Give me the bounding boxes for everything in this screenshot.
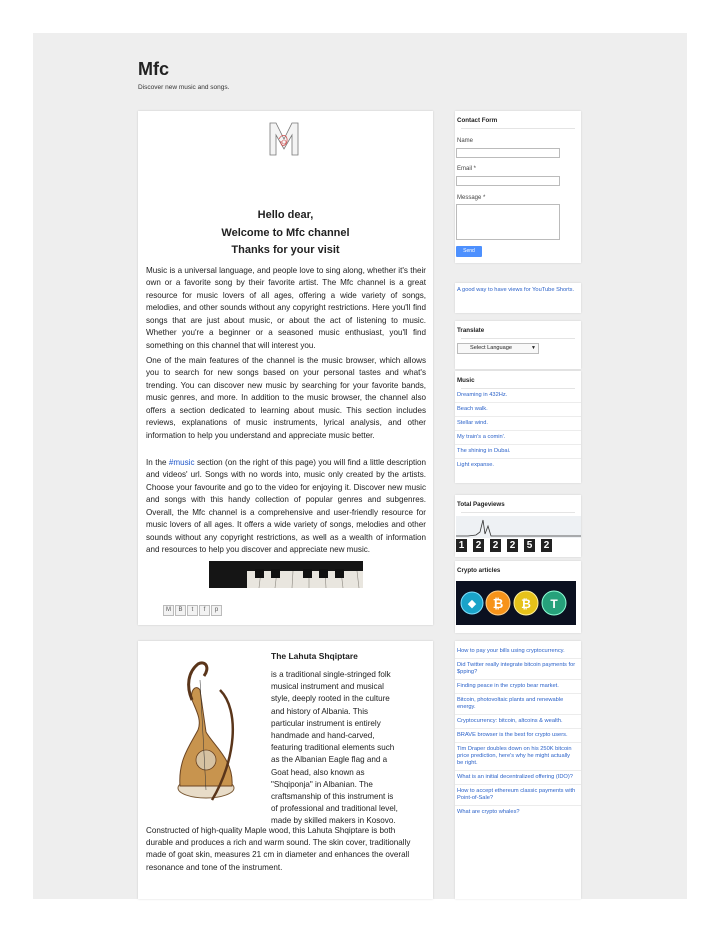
message-label: Message * [457,195,486,201]
pinterest-share-icon[interactable]: p [211,605,222,616]
contact-form-widget [455,111,581,263]
email-share-icon[interactable]: M [163,605,174,616]
lahuta-construction: Constructed of high-quality Maple wood, this Lahuta Shqiptare is both durable and produces a rich and warm sound. The skin cover, traditionally made of goat skin, measures 21 cm in diameter and enhances the overall resonance and tone of the instrument. [146,826,411,872]
counter-digit: 2 [473,539,484,552]
article-link[interactable]: BRAVE browser is the best for crypto users. [455,729,581,743]
music-link[interactable]: Beach walk. [455,403,581,417]
email-label: Email * [457,166,477,172]
paragraph-text: section (on the right of this page) you will find a little description and videos' url. Songs with no words into, music only created by the artists. Choose your favourite and go to the video for enjoying it. Discover new music and songs with this handy collection of popular genres and subgenres. Overall, the Mfc channel is a comprehensive and user-friendly resource for music lovers of all ages. It offers a wide variety of songs, melodies and other sounds without any copyright restrictions, as well as a wealth of information and resources to help you discover and appreciate new music. [146,458,427,555]
email-field[interactable] [456,176,560,186]
page-background [33,33,687,899]
translate-widget [455,321,581,369]
features-paragraph: One of the main features of the channel is the music browser, which allows you to search for new songs based on your personal tastes and what's trending. You can discover new music by searching for your favorite bands, music genres, and more. In addition to the music browser, the channel also offers a section dedicated to learning about music. This section includes reviews, explanations of music instruments, lyrical analysis, and other information to help you understand and appreciate music better. [146,356,426,440]
divider [461,338,575,339]
crypto-coins-image[interactable] [456,581,576,625]
message-field[interactable] [456,204,560,240]
counter-digit: 2 [507,539,518,552]
counter-digit: 2 [541,539,552,552]
dropdown-arrow-icon: ▼ [531,345,536,351]
article-link[interactable]: Finding peace in the crypto bear market. [455,680,581,694]
music-link[interactable]: The shining in Dubai. [455,445,581,459]
paragraph-text: In the [146,458,169,467]
share-bar [163,605,223,616]
twitter-share-icon[interactable]: t [187,605,198,616]
svg-text:◆: ◆ [467,598,477,610]
blogger-share-icon[interactable]: B [175,605,186,616]
language-select[interactable] [457,343,539,354]
music-link[interactable]: My train's a comin'. [455,431,581,445]
blog-description: Discover new music and songs. [138,84,230,91]
language-select-label: Select Language [470,345,512,351]
music-link[interactable]: Light expanse. [457,462,494,468]
pageviews-widget [455,495,581,557]
name-field[interactable] [456,148,560,158]
widget-title: Contact Form [457,117,498,124]
thanks-heading: Thanks for your visit [231,244,340,256]
piano-keys-image [209,561,363,588]
lahuta-instrument-image [150,650,263,810]
article-link[interactable]: Cryptocurrency: bitcoin, altcoins & wealth. [455,715,581,729]
promo-widget [455,283,581,313]
post-welcome [138,111,433,625]
widget-title: Crypto articles [457,567,501,574]
pageviews-counter [456,539,558,552]
blog-title[interactable]: Mfc [138,59,169,79]
svg-text:T: T [550,597,558,611]
article-link[interactable]: How to pay your bills using cryptocurrency. [455,645,581,659]
facebook-share-icon[interactable]: f [199,605,210,616]
widget-title: Music [457,377,475,384]
article-link[interactable]: Did Twitter really integrate bitcoin payments for $pping? [455,659,581,680]
send-button[interactable]: Send [456,246,482,257]
music-section-link[interactable]: #music [168,458,195,467]
divider [461,128,575,129]
widget-title: Total Pageviews [457,501,505,508]
lahuta-description: is a traditional single-stringed folk musical instrument and musical style, deeply rooted in the culture and history of Albania. This particular instrument is entirely handmade and hand-carved, featuring traditional elements such as the Albanian Eagle flag and a Goat head, also known as "Shqiponja" in Albanian. The craftsmanship of this instrument is of professional and traditional level, made by skilled makers in Kosovo. [271,670,398,826]
channel-logo [266,119,302,159]
svg-text:₿: ₿ [492,596,504,611]
counter-digit: 5 [524,539,535,552]
promo-link[interactable]: A good way to have views for YouTube Shorts. [457,287,575,293]
article-link[interactable]: What are crypto whales? [457,809,520,815]
music-link[interactable]: Stellar wind. [455,417,581,431]
counter-digit: 2 [490,539,501,552]
music-widget [455,371,581,483]
music-link[interactable]: Dreaming in 432Hz. [455,389,581,403]
crypto-widget [455,561,581,633]
greeting-heading: Hello dear, [257,209,314,221]
welcome-heading: Welcome to Mfc channel [221,227,350,239]
article-link[interactable]: Bitcoin, photovoltaic plants and renewable energy. [455,694,581,715]
name-label: Name [457,138,474,144]
post-title[interactable]: The Lahuta Shqiptare [271,651,358,661]
counter-digit: 1 [456,539,467,552]
articles-widget [455,641,581,899]
article-link[interactable]: Tim Draper doubles down on his 250K bitcoin price prediction, here's why he might actually be right. [455,743,581,771]
pageviews-sparkline [456,512,581,538]
intro-paragraph: Music is a universal language, and people love to sing along, whether it's their own or a favorite song by their favorite artist. The Mfc channel is a great resource for music lovers of all ages, offering a wide variety of songs, melodies, and other sounds without any copyright restrictions. Here you'll find songs that are just about music, or about the act of listening to music. Whether you're a beginner or a seasoned music enthusiast, you'll find something on this channel that will interest you. [146,266,426,350]
article-link[interactable]: How to accept ethereum classic payments with Point-of-Sale? [455,785,581,806]
music-section-paragraph [146,457,426,557]
widget-title: Translate [457,327,485,334]
post-lahuta [138,641,433,899]
article-link[interactable]: What is an initial decentralized offering (IDO)? [455,771,581,785]
svg-text:₿: ₿ [521,597,531,611]
